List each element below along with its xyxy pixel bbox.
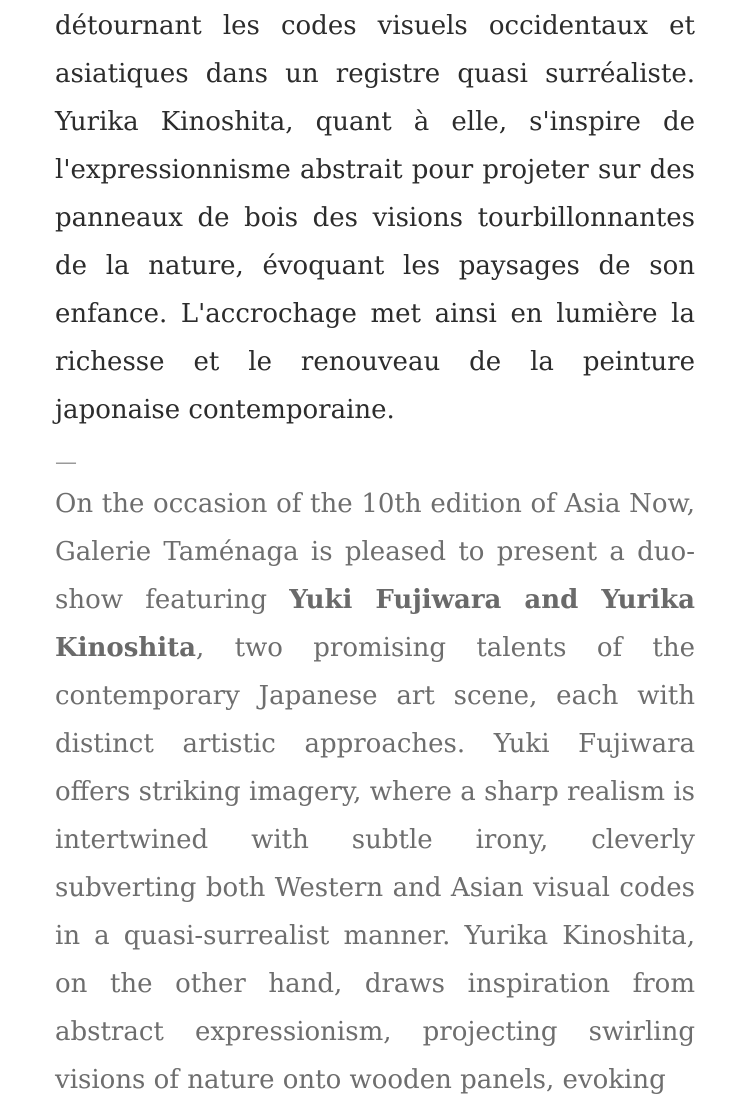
section-separator: — [55, 450, 77, 475]
article-text [55, 0, 695, 1104]
artists-names: Yuki Fujiwara and Yurika Kinoshita [55, 585, 695, 663]
english-paragraph [55, 480, 695, 1104]
english-body: , two promising talents of the contemporary Japanese art scene, each with distinct artistic approaches. Yuki Fujiwara offers striking imagery, where a sharp realism is intertwined with subtle irony, cleverly subverting both Western and Asian visual codes in a quasi-surrealist manner. Yurika Kinoshita, on the other hand, draws inspiration from abstract expressionism, projecting swirling visions of nature onto wooden panels, evoking [55, 633, 695, 1095]
french-paragraph: détournant les codes visuels occidentaux et asiatiques dans un registre quasi surréaliste. Yurika Kinoshita, quant à elle, s'inspire de l'expressionnisme abstrait pour projeter sur des panneaux de bois des visions tourbillonnantes de la nature, évoquant les paysages de son enfance. L'accrochage met ainsi en lumière la richesse et le renouveau de la peinture japonaise contemporaine. [55, 11, 695, 425]
english-intro: On the occasion of the 10th edition of Asia Now, Galerie Taménaga is pleased to present a duo-show featuring [55, 489, 695, 615]
